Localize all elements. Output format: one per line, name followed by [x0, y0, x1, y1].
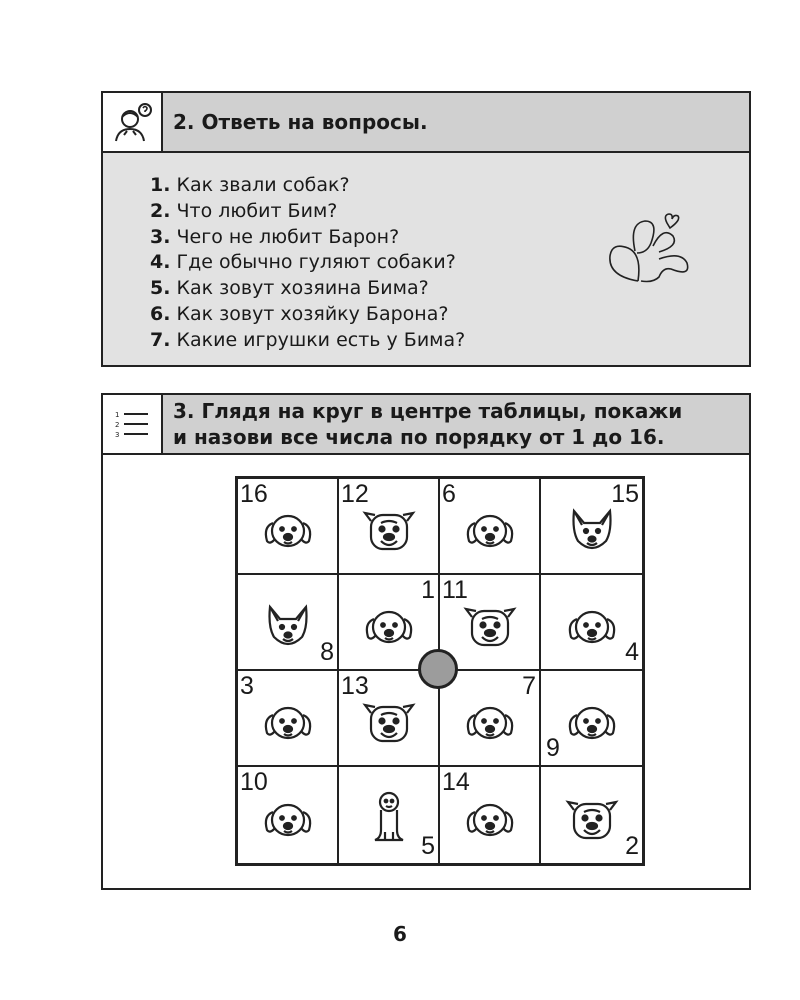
grid-cell: [238, 767, 339, 863]
numbered-list-icon: [103, 395, 163, 453]
grid-cell: [541, 767, 642, 863]
cell-number: 6: [442, 480, 456, 508]
dog-icon: [256, 497, 320, 559]
questions-list: [150, 173, 465, 354]
grid-cell: [440, 479, 541, 575]
dog-icon: [458, 689, 522, 751]
svg-text:3: 3: [115, 431, 120, 439]
dog-icon: [256, 689, 320, 751]
thinking-person-icon: [103, 93, 163, 151]
pug-icon: [357, 497, 421, 559]
grid-section: [101, 393, 751, 890]
page-number: 6: [393, 922, 407, 946]
grid-title: 3. Глядя на круг в центре таблицы, покажи и назови все числа по порядку от 1 до 16.: [173, 399, 683, 449]
cell-number: 16: [240, 480, 268, 508]
terrier-icon: [256, 593, 320, 655]
question-item: 7. Какие игрушки есть у Бима?: [150, 328, 466, 351]
dog-icon: [458, 497, 522, 559]
question-item: 1. Как звали собак?: [150, 174, 350, 196]
grid-cell: [541, 575, 642, 671]
cell-number: 1: [421, 576, 435, 604]
dog-icon: [560, 593, 624, 655]
dog-icon: [357, 593, 421, 655]
cell-number: 3: [240, 672, 254, 700]
grid-cell: [339, 767, 440, 863]
cell-number: 14: [442, 768, 470, 796]
schnauzer-icon: [560, 786, 624, 848]
cell-number: 5: [421, 832, 435, 860]
grid-cell: [440, 575, 541, 671]
questions-header: [103, 93, 749, 153]
sitting-dog-icon: [357, 786, 421, 848]
svg-text:2: 2: [115, 421, 120, 429]
dog-icon: [560, 689, 624, 751]
cell-number: 7: [522, 672, 536, 700]
svg-text:1: 1: [115, 411, 120, 419]
question-item: 3. Чего не любит Барон?: [150, 225, 400, 248]
question-item: 4. Где обычно гуляют собаки?: [150, 251, 456, 274]
grid-cell: [339, 671, 440, 767]
grid-cell: [238, 575, 339, 671]
grid-cell: [339, 479, 440, 575]
grid-cell: [238, 479, 339, 575]
grid-cell: [440, 767, 541, 863]
questions-title: 2. Ответь на вопросы.: [173, 110, 428, 134]
cell-number: 9: [546, 734, 560, 762]
grid-cell: [541, 671, 642, 767]
cell-number: 4: [625, 638, 639, 666]
pug-icon: [458, 593, 522, 655]
cell-number: 10: [240, 768, 268, 796]
cell-number: 13: [341, 672, 369, 700]
question-item: 6. Как зовут хозяйку Барона?: [150, 302, 449, 325]
cell-number: 8: [320, 638, 334, 666]
bulldog-icon: [357, 689, 421, 751]
question-item: 2. Что любит Бим?: [150, 199, 338, 222]
dog-icon: [458, 786, 522, 848]
husky-icon: [560, 497, 624, 559]
questions-section: [101, 91, 751, 367]
dog-icon: [256, 786, 320, 848]
question-item: 5. Как зовут хозяина Бима?: [150, 277, 429, 300]
grid-cell: [440, 671, 541, 767]
grid-cell: [238, 671, 339, 767]
grid-header: [103, 395, 749, 455]
center-circle: [418, 649, 458, 689]
cell-number: 12: [341, 480, 369, 508]
grid-cell: [541, 479, 642, 575]
cell-number: 2: [625, 832, 639, 860]
cell-number: 11: [442, 576, 468, 604]
cell-number: 15: [611, 480, 639, 508]
paw-heart-icon: [603, 211, 703, 291]
